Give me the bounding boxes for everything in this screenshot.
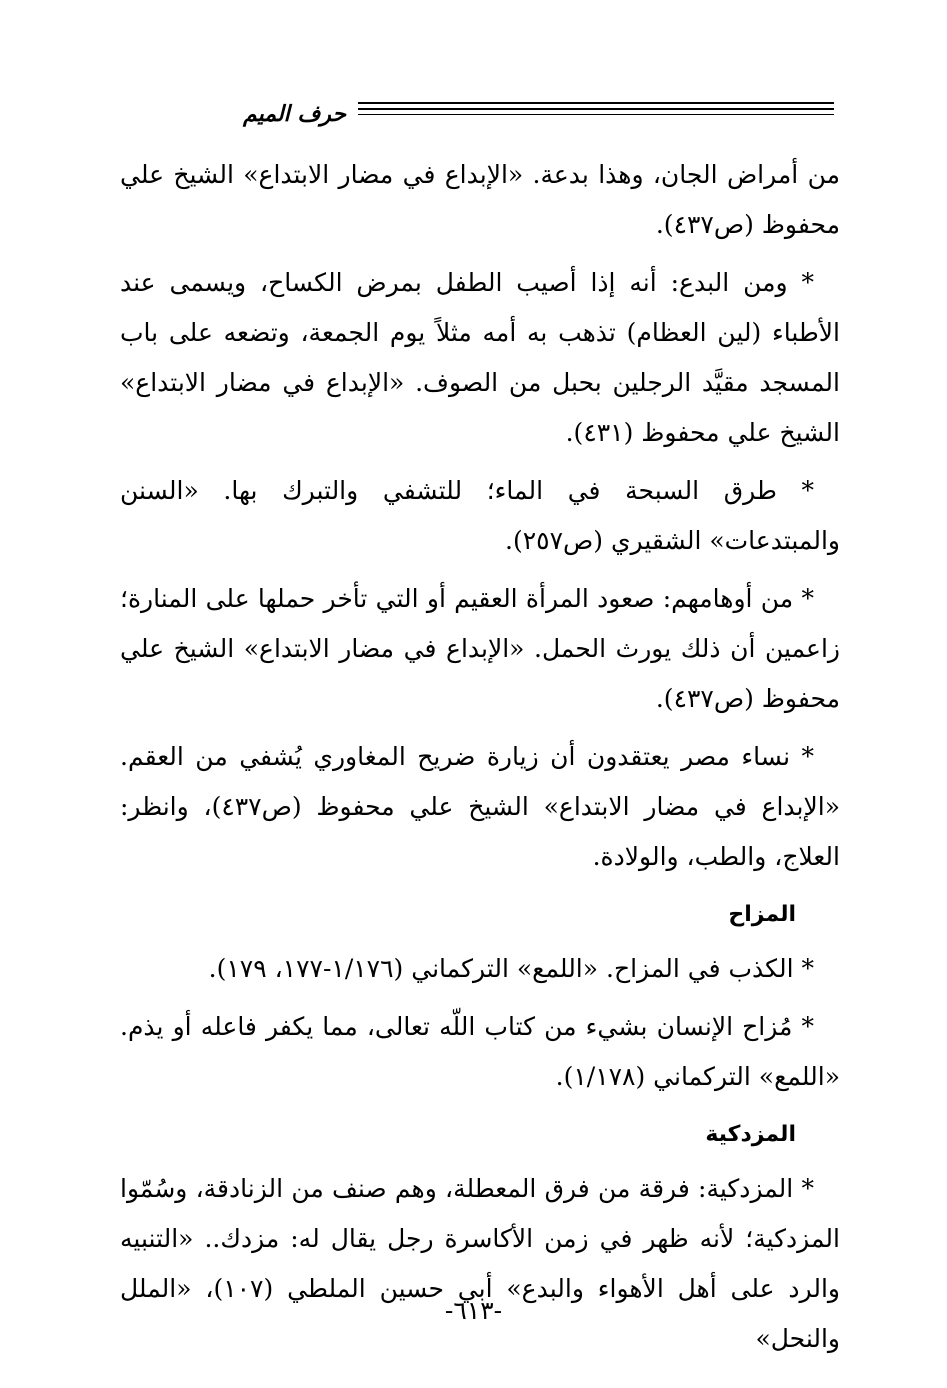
page-number: -٦١٣- [444,1296,503,1325]
paragraph: * المزدكية: فرقة من فرق المعطلة، وهم صنف من الزنادقة، وسُمّوا المزدكية؛ لأنه ظهر في زمن الأكاسرة رجل يقال له: مزدك.. «التنبيه والرد على أهل الأهواء والبدع» أبي حسين الملطي (١٠٧)، «الملل والنحل» [120,1174,840,1353]
paragraph: * مُزاح الإنسان بشيء من كتاب اللّه تعالى، مما يكفر فاعله أو يذم. «اللمع» التركماني (١/١٧٨). [120,1012,840,1091]
paragraph: * من أوهامهم: صعود المرأة العقيم أو التي تأخر حملها على المنارة؛ زاعمين أن ذلك يورث الحمل. «الإبداع في مضار الابتداع» الشيخ علي محفوظ (ص٤٣٧). [120,584,840,713]
paragraph: * طرق السبحة في الماء؛ للتشفي والتبرك بها. «السنن والمبتدعات» الشقيري (ص٢٥٧). [120,476,840,555]
header-rule [358,114,834,115]
chapter-title: حرف الميم [242,102,346,127]
paragraph: * الكذب في المزاح. «اللمع» التركماني (١/١٧٦-١٧٧، ١٧٩). [208,954,814,983]
paragraph: من أمراض الجان، وهذا بدعة. «الإبداع في مضار الابتداع» الشيخ علي محفوظ (ص٤٣٧). [120,160,840,239]
section-heading-mazdakiyya: المزدكية [705,1122,796,1147]
page-body [120,150,840,1372]
header-rule [358,108,834,110]
header-rule [358,102,834,104]
paragraph: * ومن البدع: أنه إذا أصيب الطفل بمرض الكساح، ويسمى عند الأطباء (لين العظام) تذهب به أمه مثلاً يوم الجمعة، وتضعه على باب المسجد مقيَّد الرجلين بحبل من الصوف. «الإبداع في مضار الابتداع» الشيخ علي محفوظ (٤٣١). [120,268,840,447]
section-heading-mizah: المزاح [728,902,796,927]
paragraph: * نساء مصر يعتقدون أن زيارة ضريح المغاوري يُشفي من العقم. «الإبداع في مضار الابتداع» الشيخ علي محفوظ (ص٤٣٧)، وانظر: العلاج، والطب، والولادة. [120,742,840,871]
running-header [118,96,834,136]
